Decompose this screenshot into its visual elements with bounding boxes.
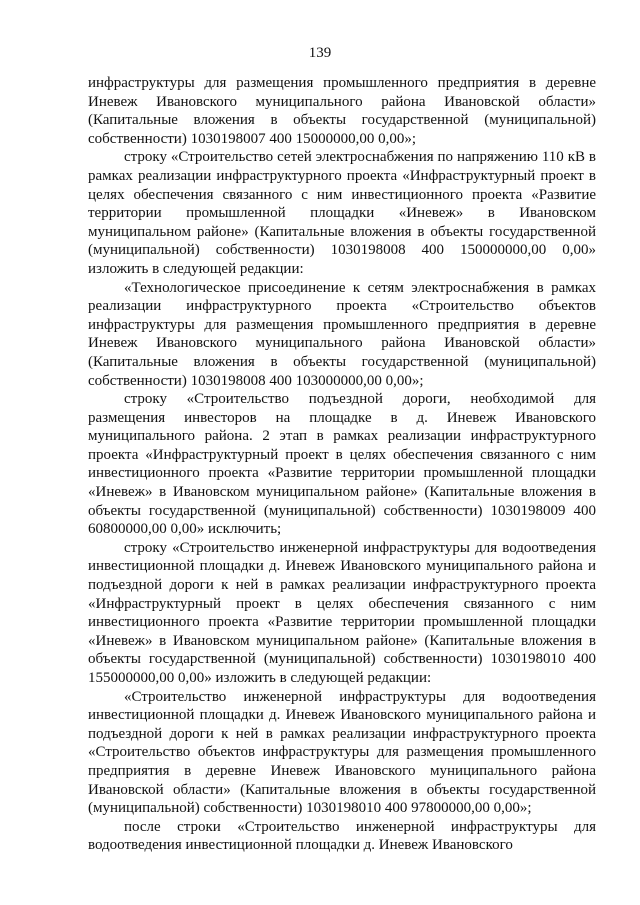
paragraph: «Строительство инженерной инфраструктуры для водоотведения инвестиционной площадки д. Иневеж Ивановского муниципального района и подъездной дороги к ней в рамках реализации инфраструктурного проекта «Строительство объектов инфраструктуры для размещения промышленного предприятия в деревне Иневеж Ивановского муниципального района Ивановской области» (Капитальные вложения в объекты государственной (муниципальной) собственности) 1030198010 400 97800000,00 0,00»;	[88, 688, 596, 817]
paragraph: после строки «Строительство инженерной инфраструктуры для водоотведения инвестиционной площадки д. Иневеж Ивановского	[88, 818, 596, 854]
paragraph: инфраструктуры для размещения промышленного предприятия в деревне Иневеж Ивановского муниципального района Ивановской области» (Капитальные вложения в объекты государственной (муниципальной) собственности) 1030198007 400 15000000,00 0,00»;	[88, 75, 596, 147]
paragraph: строку «Строительство подъездной дороги, необходимой для размещения инвесторов на площадке в д. Иневеж Ивановского муниципального района. 2 этап в рамках реализации инфраструктурного проекта «Инфраструктурный проект в целях обеспечения связанного с ним инвестиционного проекта «Развитие территории промышленной площадки «Иневеж» в Ивановском муниципальном районе» (Капитальные вложения в объекты государственной (муниципальной) собственности) 1030198009 400 60800000,00 0,00» исключить;	[88, 391, 596, 538]
paragraph: «Технологическое присоединение к сетям электроснабжения в рамках реализации инфраструктурного проекта «Строительство объектов инфраструктуры для размещения промышленного предприятия в деревне Иневеж Ивановского муниципального района Ивановской области» (Капитальные вложения в объекты государственной (муниципальной) собственности) 1030198008 400 103000000,00 0,00»;	[88, 279, 596, 389]
paragraph: строку «Строительство сетей электроснабжения по напряжению 110 кВ в рамках реализации инфраструктурного проекта «Инфраструктурный проект в целях обеспечения связанного с ним инвестиционного проекта «Развитие территории промышленной площадки «Иневеж» в Ивановском муниципальном районе» (Капитальные вложения в объекты государственной (муниципальной) собственности) 1030198008 400 150000000,00 0,00» изложить в следующей редакции:	[88, 149, 596, 277]
document-body	[88, 74, 596, 855]
paragraph: строку «Строительство инженерной инфраструктуры для водоотведения инвестиционной площадки д. Иневеж Ивановского муниципального района и подъездной дороги к ней в рамках реализации инфраструктурного проекта «Инфраструктурный проект в целях обеспечения связанного с ним инвестиционного проекта «Развитие территории промышленной площадки «Иневеж» в Ивановском муниципальном районе» (Капитальные вложения в объекты государственной (муниципальной) собственности) 1030198010 400 155000000,00 0,00» изложить в следующей редакции:	[88, 539, 596, 686]
page-number: 139	[308, 45, 332, 61]
